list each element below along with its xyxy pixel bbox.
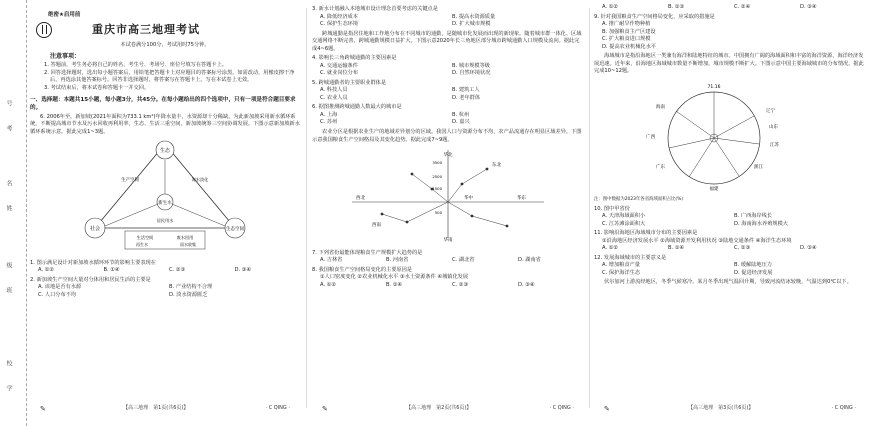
material-text: 跨城通勤是指居住地和工作地分布在不同城市的通勤，是随城市化发展而出现的新现象。随着城市群一体化、区域交通网络不断完善，跨城通勤规模日益扩大。下图示意2020年长三角地区部分城市跨城通勤人口规模及流向。据此完成4~6题。 [312,30,582,52]
water-cycle-diagram [30,136,300,254]
exam-info: 本试卷满分100分，考试用时75分钟。 [120,41,210,48]
page-footer [312,404,584,414]
question: 4. 影响长三角跨城通勤的主要因素是 [312,55,397,62]
question: 11. 影响沿海地区海域城市分布的主要因素是 [594,230,698,237]
page-footer [594,404,866,414]
answer-option: C. 人口分布不均 [38,291,77,298]
answer-option: B. 提高水资源质量 [452,13,496,20]
question: 9. 针对我国粮食生产空间格局变化，应采取的措施是 [594,13,715,20]
binding-label: 校 [5,360,12,367]
answer-option: D. 海南海水养殖规模大 [734,220,788,227]
answer-option: A. ①② [602,245,619,252]
diagram-label: 社会 [89,226,101,233]
question: 5. 跨城通勤者的主要职业群体是 [312,79,387,86]
answer-option: C. ②③ [452,281,469,288]
diagram-label: 新生水 [158,201,172,207]
chart-caption: 注：图中数据为2023年各省海域面积占比(%) [594,197,684,203]
confidential-mark: 绝密★启用前 [48,12,81,18]
binding-label: 级 [5,262,12,269]
page-number: 【高三地理 第1页(共6页)】 [123,405,189,412]
answer-option: C. 保护生态环境 [320,21,359,28]
answer-option: C. ②④ [734,4,751,10]
answer-option: D. 扩大城市规模 [452,21,491,28]
answer-options [312,87,584,102]
footer-mark: · C QING · [549,405,574,412]
answer-option: C. 苏州 [320,119,338,126]
pie-label: 浙江 [754,164,763,170]
answer-options [594,262,866,277]
question-statements: ①人口密度变化 ②农业机械化水平 ③水土资源条件 ④城镇化发展 [320,274,469,281]
answer-option: A. ①② [320,281,337,288]
title-bar [36,22,300,38]
answer-options [312,14,584,29]
notice-item: 2. 回答选择题时，选出每小题答案后，用铅笔把答题卡上对应题目的答案标号涂黑。如需改动，用橡皮擦干净后，再选涂其他答案标号。回答非选择题时，将答案写在答题卡上。写在本试卷上无效。 [44,69,295,84]
answer-options [594,213,866,228]
pen-icon: ✎ [322,404,328,413]
answer-option: D. 湖南省 [518,257,541,264]
pen-icon: ✎ [40,404,46,413]
chart-label: 华北 [443,153,453,159]
answer-option: B. 缓解陆地压力 [734,262,772,269]
question: 1. 图示满足设计对新加坡水循环环节的影响主要表现在 [30,259,156,266]
diagram-label: 海水淡化 [191,177,209,183]
answer-option: D. ③④ [800,245,817,252]
pie-label: 江苏 [770,142,779,148]
answer-option: B. 产业结构不合理 [169,284,213,291]
notice-heading: 注意事项： [50,52,81,60]
question: 3. 新水计划融入本地城市设计理念首要考虑的关键点是 [312,6,438,12]
material-text: 6. 2006年至，新加坡(2021年面积为733.1 km²)年降水量丰，水资源却十分稀缺。为此新加坡采用新水循环系统，不断提高城市节水及污水回收再利用率，生态、生活三重空间，新加坡统筹三空间协调发展。下图示意新加坡新水循环系统示意。据此完成1~3题。 [30,113,300,135]
answer-option: B. 河南省 [386,257,409,264]
answer-option: B. ①④ [386,281,403,288]
material-text: 农业分区是根据农业生产的地域差异划分的区域。我国人口与资源分布不均，农产品流通存在明显区域差异。下图示意我国粮食生产空间格局及其变化趋势。据此完成7~9题。 [312,128,582,143]
column-divider [306,8,307,408]
answer-option: B. 建筑工人 [452,87,480,94]
diagram-label: 雨水收集 [180,242,196,248]
chart-label: 东北 [492,163,501,169]
grain-pattern-chart [312,144,584,244]
answer-option: C. ②③ [734,245,751,252]
answer-options [30,284,300,299]
answer-options [594,21,866,51]
chart-label: 华东 [517,196,526,202]
answer-option: B. ①④ [103,267,120,274]
page-footer [30,404,300,414]
answer-options [312,257,584,265]
answer-option: D. 促进经济发展 [734,269,773,276]
pie-label: 福建 [709,186,719,192]
section-heading: 一、选择题：本题共15小题，每小题3分，共45分。在每小题给出的四个选项中，只有一项是符合题目要求的。 [30,97,296,112]
answer-options [312,63,584,78]
exam-page-1 [30,4,300,416]
answer-option: B. 加强粮食主产区建设 [602,28,656,35]
chart-tick: 3500 [432,160,442,166]
pen-icon: ✎ [604,404,610,413]
answer-option: C. 保护海洋生态 [602,269,641,276]
chart-label: 西南 [372,223,381,229]
diagram-label: 居民用水 [156,218,174,224]
question: 8. 我国粮食生产空间格局变化的主要原因是 [312,266,412,273]
answer-option: A. ①② [38,267,55,274]
answer-options [594,4,866,12]
answer-option: B. 广西海岸线长 [734,213,772,220]
question: 2. 新加坡生产空间大量对分体用和居民生活的主要是 [30,276,151,283]
chart-label: 西北 [356,196,365,202]
answer-option: A. 交通运输条件 [320,62,358,69]
chart-label: 华中 [464,196,473,202]
school-logo-icon [36,22,52,38]
answer-option: A. 吉林省 [320,257,343,264]
exam-title: 重庆市高三地理考试 [92,23,200,36]
chart-label: 华南 [443,238,453,244]
question: 7. 下列省份最能体现粮食生产规模扩大趋势的是 [312,249,423,256]
answer-options [312,282,584,290]
question-statements: ①沿海地区经济发展水平 ②海域资源开发利用状况 ③陆地交通条件 ④海洋生态环境 [602,237,792,244]
diagram-label: 生活空间 [136,235,154,241]
chart-tick: 2500 [432,174,442,180]
answer-option: C. 农业人员 [320,94,348,101]
answer-option: D. 嘉兴 [452,119,470,126]
answer-option: B. 城市规模等级 [452,62,490,69]
answer-option: D. ③④ [234,267,252,274]
pie-label: 山东 [769,124,778,130]
answer-options [594,245,866,253]
material-text: 海域城市是指沿海地区一类兼有海洋和陆地特征的城市。中国拥有广阔的海域面积和丰富的海洋资源，海洋经济发展迅速。近年来，沿海地区海域城市数量不断增加，城市规模不断扩大。下图示意中国主要海域城市的分布情况。据此完成10~12题。 [594,53,864,75]
answer-option: A. ①② [602,4,619,10]
answer-option: D. 自然环境状况 [452,70,491,77]
answer-option: A. 科技人员 [320,87,348,94]
footer-mark: · C QING · [265,405,290,412]
answer-option: A. 上海 [320,111,338,118]
answer-option: D. ③④ [800,4,817,10]
binding-label: 学 [5,385,12,392]
diagram-label: 生态空间 [226,227,244,233]
chart-tick: 1500 [432,186,442,192]
footer-mark: · C QING · [831,405,856,412]
page-number: 【高三地理 第2页(共6页)】 [406,405,472,412]
diagram-label: 再生水 [136,242,148,248]
coastal-pie-chart [594,76,866,194]
chart-tick: 500 [434,210,442,216]
answer-option: B. ①③ [668,4,685,10]
answer-option: B. ①④ [668,245,685,252]
answer-option: A. 增加粮食产量 [602,262,640,269]
answer-option: C. 就业岗位分布 [320,70,359,77]
binding-label: 班 [5,287,12,294]
binding-label: 名 [5,180,12,187]
answer-option: D. 淡水资源匮乏 [169,291,208,298]
notice-item: 1. 答题前，考生务必将自己的姓名、考生号、考场号、座位号填写在答题卡上。 [44,62,227,69]
pie-label: 71.16 [707,84,721,90]
pie-label: 广西 [646,134,655,140]
diagram-label: 废水回用 [176,235,194,241]
answer-option: A. 天津海域面积小 [602,213,646,220]
answer-option: A. 降低经济成本 [320,13,358,20]
question: 6. 据图推测跨城通勤人数最大的城市是 [312,104,402,111]
answer-option: C. 扩大粮食进口规模 [602,36,651,43]
answer-option: D. ③④ [518,281,535,288]
answer-option: A. 推广耐旱作物种植 [602,21,651,28]
pie-label: 广东 [656,164,665,170]
answer-option: A. 该地是否有水源 [38,284,82,291]
pie-label: 海南 [656,104,665,110]
binding-label: 考 [5,125,12,132]
binding-label: 号 [5,100,12,107]
answer-option: B. 杭州 [452,111,470,118]
diagram-label: 生态 [159,148,171,155]
answer-option: D. 老年群体 [452,94,481,101]
exam-page-3 [594,4,866,416]
answer-option: C. 江苏滩涂面积大 [602,220,646,227]
question: 10. 图中甲省份 [594,205,630,212]
answer-options [30,267,300,275]
diagram-label: 生产空间 [121,178,139,184]
answer-option: C. 湖北省 [452,257,475,264]
question: 12. 发展海域城市的主要意义是 [594,254,667,261]
answer-option: C. ②③ [169,267,186,274]
notice-item: 3. 考试结束后，将本试卷和答题卡一并交回。 [44,84,150,91]
page-number: 【高三地理 第3页(共6页)】 [688,405,754,412]
material-text: 伏尔加河上游流经地区，冬季气候寒冷。某月冬季出现气温回升期，导致河流结冰较晚，气温达到0℃以下。 [604,279,852,286]
column-divider [589,8,590,408]
binding-margin [0,0,27,426]
answer-options [312,112,584,127]
pie-label: 辽宁 [766,108,775,114]
exam-page-2 [312,4,584,416]
answer-option: D. 提高农业机械化水平 [602,43,656,50]
binding-label: 姓 [5,205,12,212]
